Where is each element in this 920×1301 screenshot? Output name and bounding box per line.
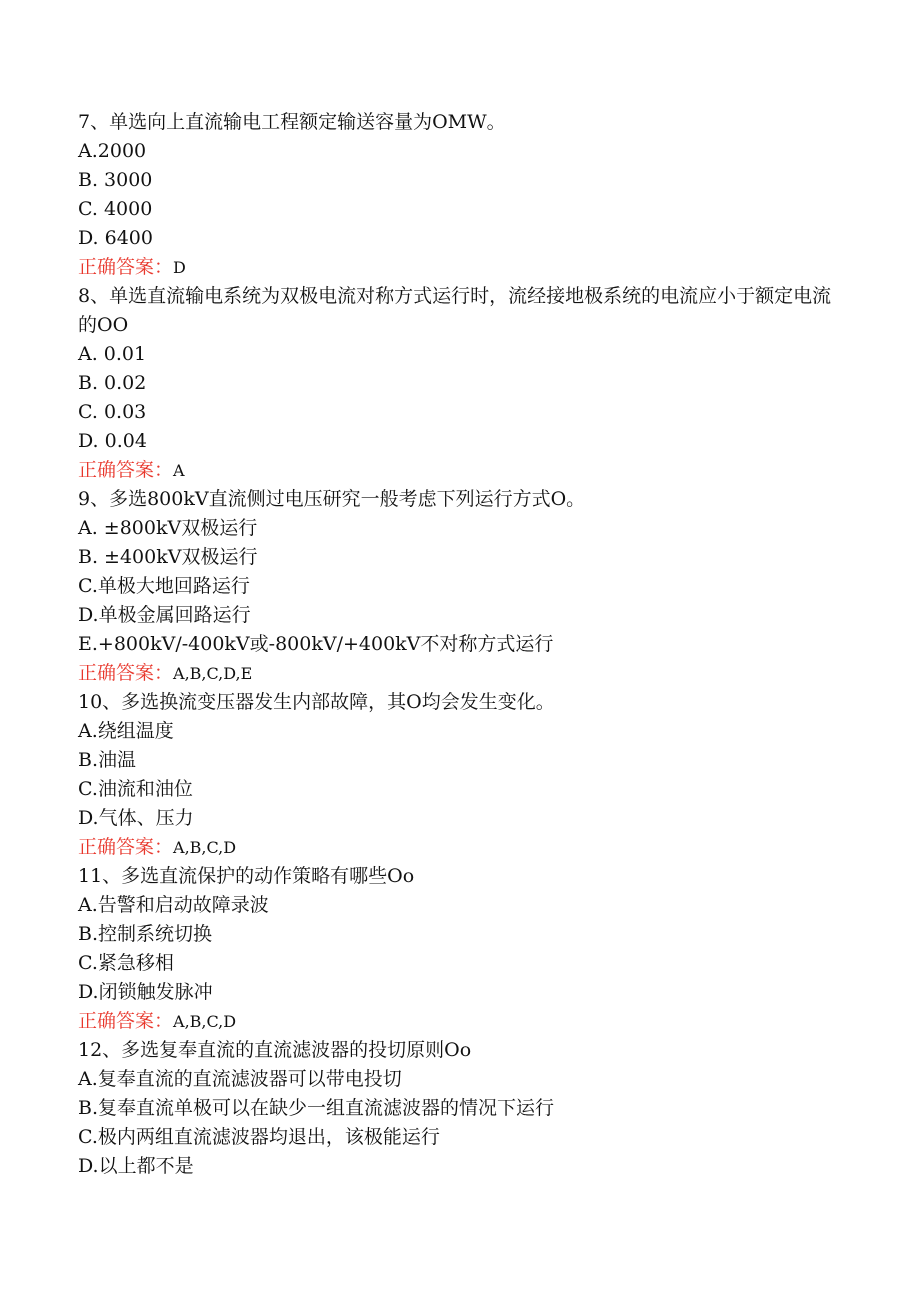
option-c: C. 0.03 xyxy=(78,401,147,423)
answer-line xyxy=(78,456,838,485)
answer-value: A,B,C,D xyxy=(173,1012,237,1031)
option-b: B. ±400kV双极运行 xyxy=(78,546,258,568)
answer-line xyxy=(78,833,838,862)
answer-value: A,B,C,D,E xyxy=(173,664,253,683)
option-d: D. 6400 xyxy=(78,227,153,249)
question-title: 9、多选800kV直流侧过电压研究一般考虑下列运行方式O。 xyxy=(78,488,586,510)
option-d: D.气体、压力 xyxy=(78,807,194,829)
option-c: C.紧急移相 xyxy=(78,952,174,974)
option-c: C.极内两组直流滤波器均退出，该极能运行 xyxy=(78,1126,440,1148)
option-b: B.油温 xyxy=(78,749,137,771)
question-8 xyxy=(78,282,838,485)
answer-label: 正确答案： xyxy=(78,836,174,858)
answer-value: A,B,C,D xyxy=(173,838,237,857)
option-d: D.闭锁触发脉冲 xyxy=(78,981,213,1003)
question-12 xyxy=(78,1036,838,1181)
answer-label: 正确答案： xyxy=(78,1010,174,1032)
question-title: 8、单选直流输电系统为双极电流对称方式运行时，流经接地极系统的电流应小于额定电流的OO xyxy=(78,285,832,336)
option-b: B.控制系统切换 xyxy=(78,923,213,945)
answer-value: A xyxy=(173,461,185,480)
option-b: B.复奉直流单极可以在缺少一组直流滤波器的情况下运行 xyxy=(78,1097,555,1119)
question-9 xyxy=(78,485,838,688)
answer-label: 正确答案： xyxy=(78,256,174,278)
option-b: B. 0.02 xyxy=(78,372,147,394)
question-title: 7、单选向上直流输电工程额定输送容量为OMW。 xyxy=(78,111,506,133)
option-a: A. 0.01 xyxy=(78,343,147,365)
question-11 xyxy=(78,862,838,1036)
option-d: D.以上都不是 xyxy=(78,1155,194,1177)
option-d: D.单极金属回路运行 xyxy=(78,604,251,626)
question-title: 12、多选复奉直流的直流滤波器的投切原则Oo xyxy=(78,1039,472,1061)
option-a: A.复奉直流的直流滤波器可以带电投切 xyxy=(78,1068,402,1090)
answer-line xyxy=(78,659,838,688)
answer-label: 正确答案： xyxy=(78,459,174,481)
answer-value: D xyxy=(173,258,186,277)
option-a: A.2000 xyxy=(78,140,147,162)
question-title: 11、多选直流保护的动作策略有哪些Oo xyxy=(78,865,415,887)
question-10 xyxy=(78,688,838,862)
question-title: 10、多选换流变压器发生内部故障，其O均会发生变化。 xyxy=(78,691,555,713)
option-e: E.+800kV/-400kV或-800kV/+400kV不对称方式运行 xyxy=(78,633,554,655)
answer-line xyxy=(78,1007,838,1036)
document-page xyxy=(78,108,838,1181)
option-c: C.油流和油位 xyxy=(78,778,193,800)
option-d: D. 0.04 xyxy=(78,430,147,452)
option-b: B. 3000 xyxy=(78,169,153,191)
option-a: A.绕组温度 xyxy=(78,720,174,742)
option-c: C.单极大地回路运行 xyxy=(78,575,250,597)
question-7 xyxy=(78,108,838,282)
answer-line xyxy=(78,253,838,282)
option-c: C. 4000 xyxy=(78,198,153,220)
option-a: A. ±800kV双极运行 xyxy=(78,517,258,539)
answer-label: 正确答案： xyxy=(78,662,174,684)
option-a: A.告警和启动故障录波 xyxy=(78,894,269,916)
